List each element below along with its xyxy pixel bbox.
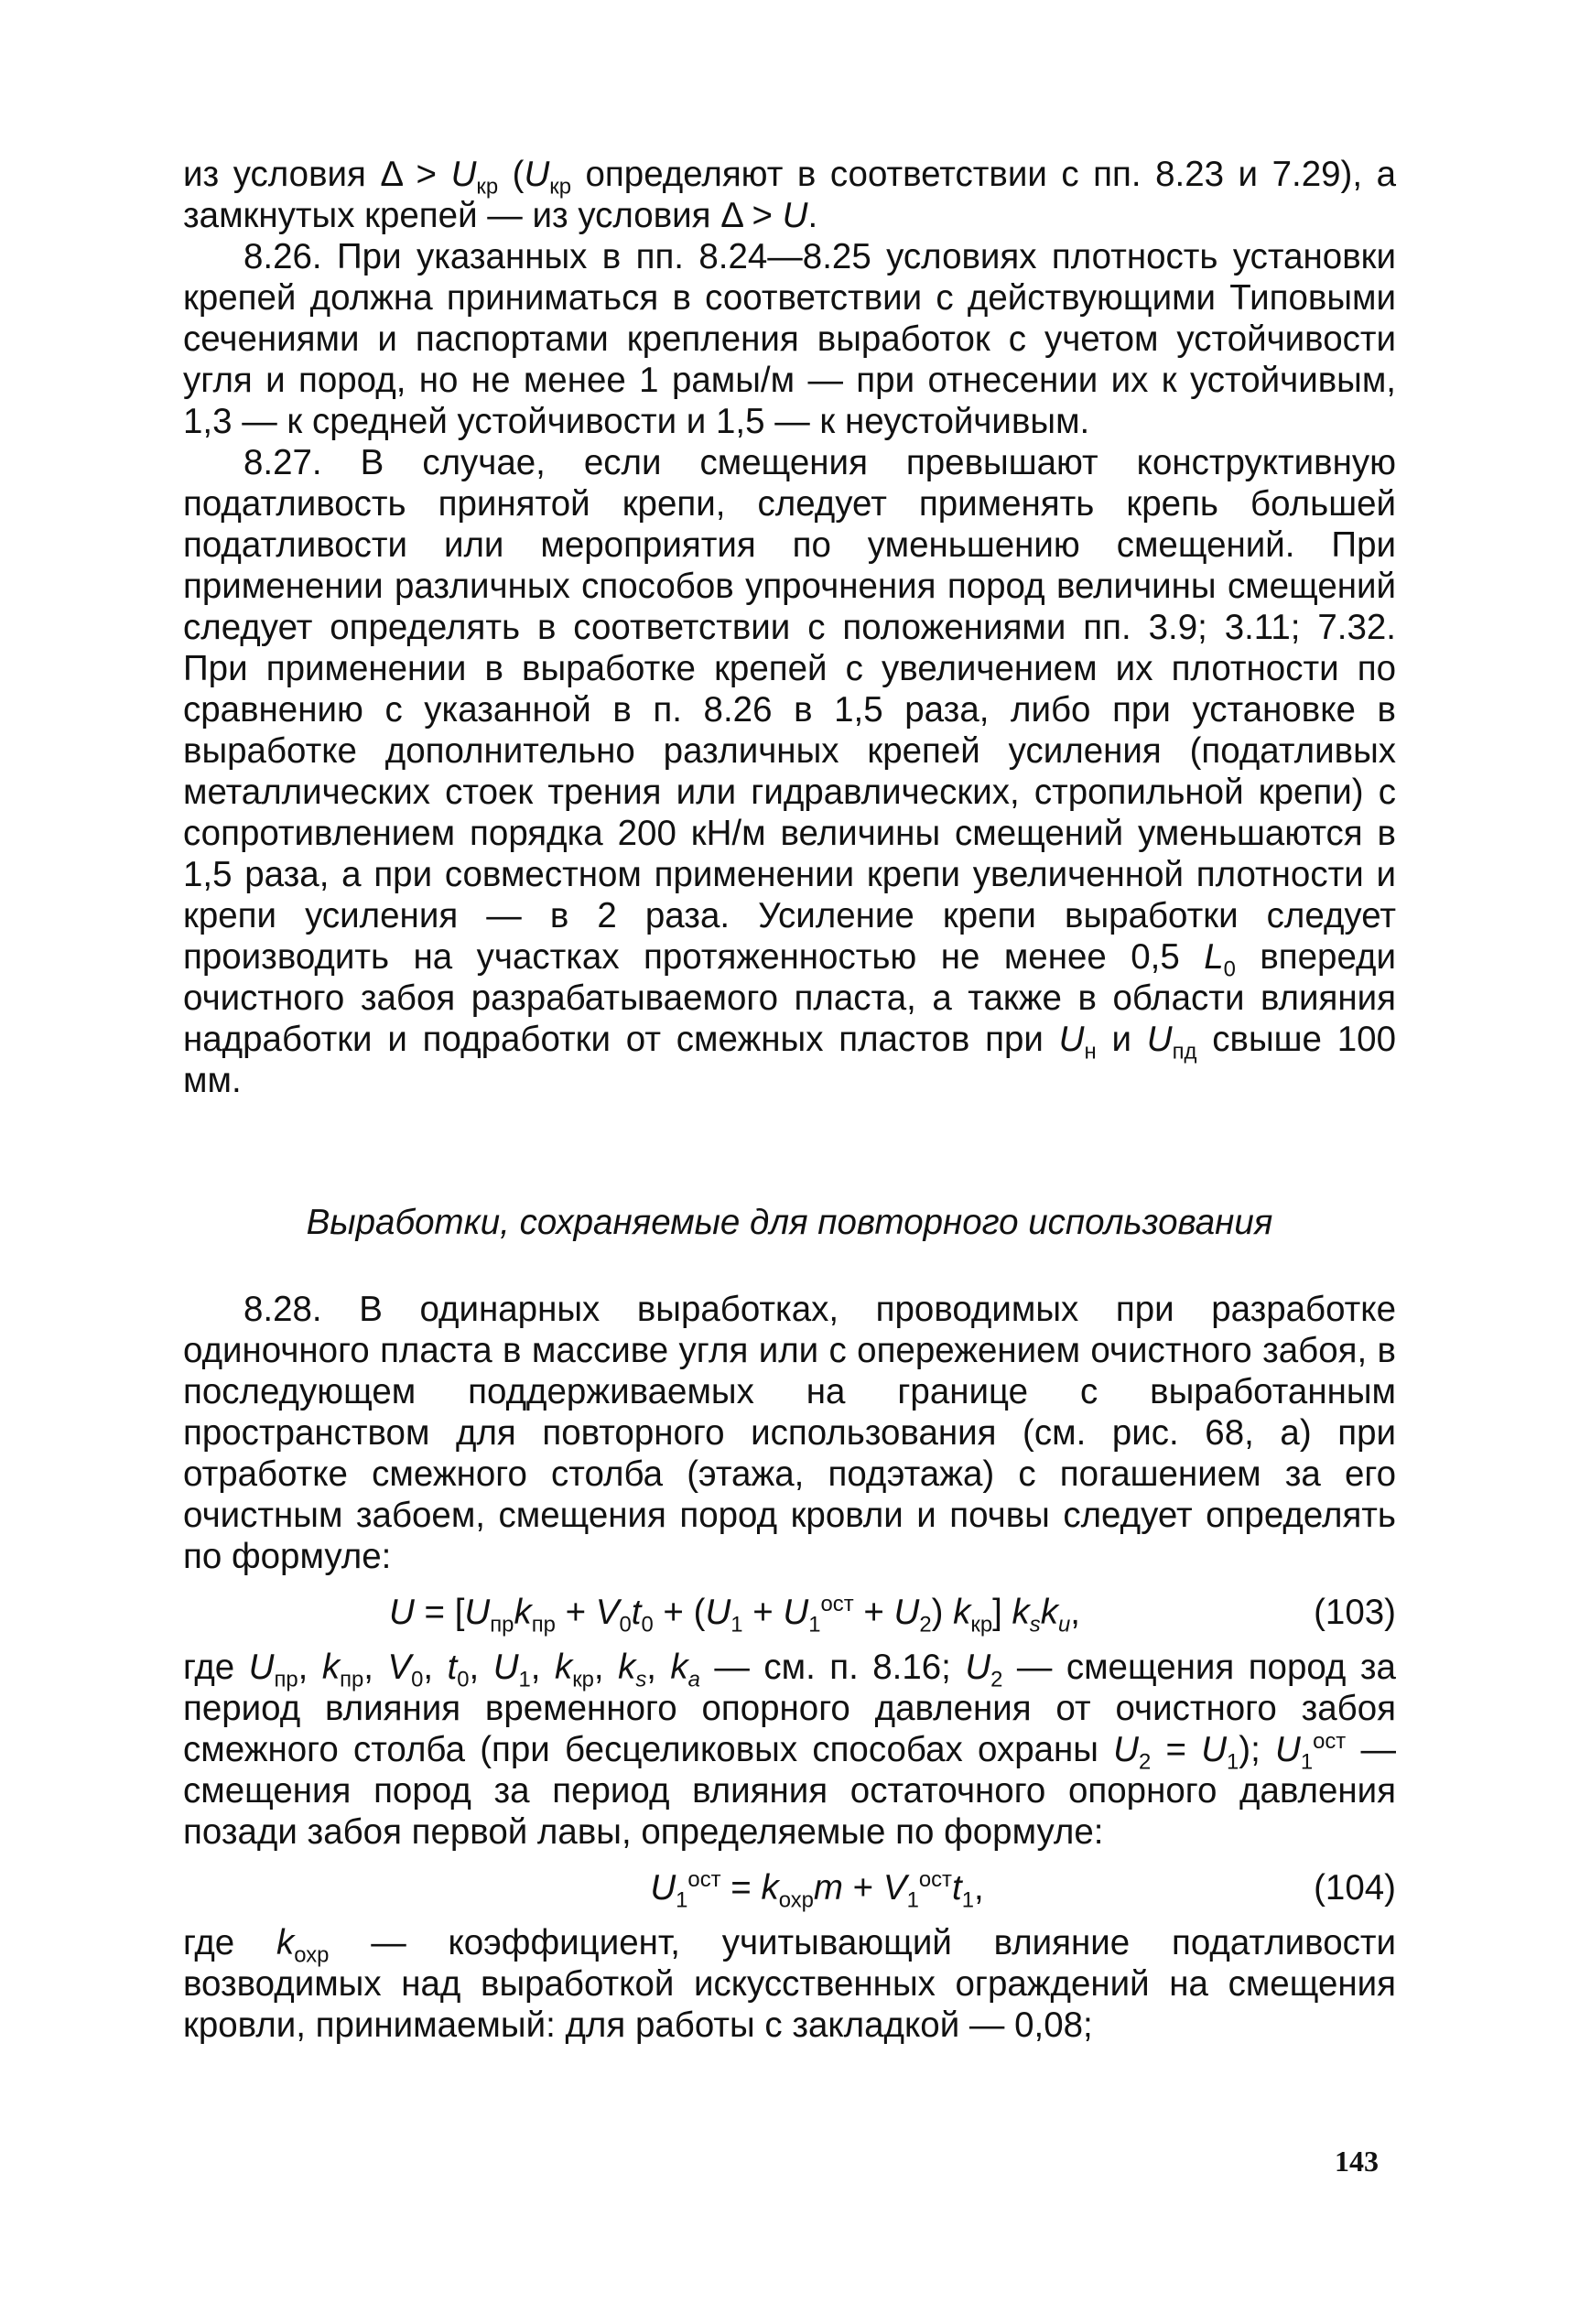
paragraph-8-26: 8.26. При указанных в пп. 8.24—8.25 условиях плотность установки крепей должна приниматься в соответствии с действующими Типовыми сечениями и паспортами крепления выработок с учетом устойчивости угля и пород, но не менее 1 рамы/м — при отнесении их к устойчивым, 1,3 — к средней устойчивости и 1,5 — к неустойчивым.: [183, 237, 1396, 441]
paragraph-8-27: 8.27. В случае, если смещения превышают конструктивную податливость принятой крепи, следует применять крепь большей податливости или мероприятия по уменьшению смещений. При применении различных способов упрочнения пород величины смещений следует определять в соответствии с положениями пп. 3.9; 3.11; 7.32. При применении в выработке крепей с увеличением их плотности по сравнению с указанной в п. 8.26 в 1,5 раза, либо при установке в выработке дополнительно различных крепей усиления (податливых металлических стоек трения или гидравлических, стропильной крепи) с сопротивлением порядка 200 кН/м величины смещений уменьшаются в 1,5 раза, а при совместном применении крепи увеличенной плотности и крепи усиления — в 2 раза. Усиление крепи выработки следует производить на участках протяженностью не менее 0,5 $L_0$ впереди очистного забоя разрабатываемого пласта, а также в области влияния надработки и подработки от смежных пластов при $U_н$ и $U_{пд}$ свыше 100 мм.: [183, 443, 1397, 1100]
formula-103-expression: $U = [U_{пр}k_{пр} + V_0t_0 + (U_1 + U_1^{ост} + U_2)$ $k_{кр}$] $k_sk_u$,: [389, 1592, 1080, 1638]
paragraph-continuation: из условия $\Delta > U_{кр}$ ($U_{кр}$ определяют в соответствии с пп. 8.23 и 7.29), а замкнутых крепей — из условия Δ > U.: [183, 155, 1396, 235]
paragraph-where-104: где $k_{охр}$ — коэффициент, учитывающий влияние податливости возводимых над выработкой искусственных ограждений на смещения кровли, принимаемый: для работы с закладкой — 0,08;: [183, 1923, 1396, 2045]
formula-104-number: (104): [1314, 1868, 1396, 1908]
section-heading: Выработки, сохраняемые для повторного использования: [306, 1203, 1273, 1242]
formula-104: [183, 1860, 1396, 1917]
paragraph-where-103: где $U_{пр}$, $k_{пр}$, $V_0$, $t_0$, $U_1$, $k_{кр}$, $k_s$, $k_a$ — см. п. 8.16; $U_2$ — смещения пород за период влияния временного опорного давления от очистного забоя смежного столба (при бесцеликовых способах охраны $U_2 = U_1$); $U_1^{ост}$ — смещения пород за период влияния остаточного опорного давления позади забоя первой лавы, определяемые по формуле:: [183, 1648, 1396, 1852]
formula-103-number: (103): [1314, 1593, 1396, 1632]
page-number: 143: [1335, 2145, 1379, 2178]
formula-104-expression: $U_1^{ост} = k_{охр}m + V_1^{ост}t_1$,: [650, 1867, 984, 1913]
formula-103: [183, 1584, 1396, 1641]
page-body: [183, 154, 1396, 2046]
paragraph-8-28: 8.28. В одинарных выработках, проводимых при разработке одиночного пласта в массиве угля или с опережением очистного забоя, в последующем поддерживаемых на границе с выработанным пространством для повторного использования (см. рис. 68, а) при отработке смежного столба (этажа, подэтажа) с погашением за его очистным забоем, смещения пород кровли и почвы следует определять по формуле:: [183, 1290, 1396, 1576]
